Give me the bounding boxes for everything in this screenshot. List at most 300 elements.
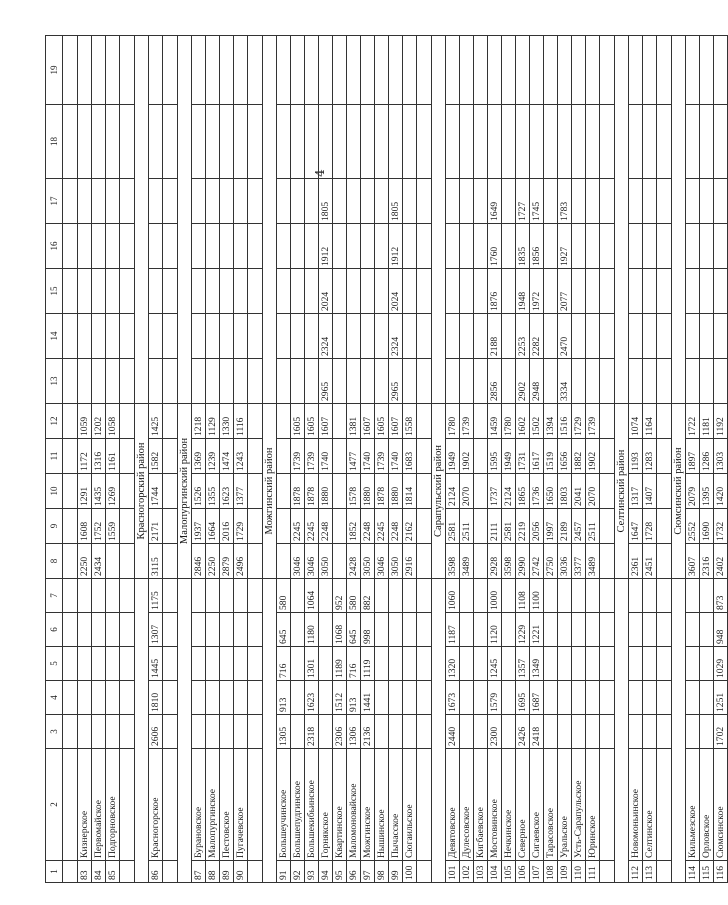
value-cell (78, 36, 92, 105)
value-cell: 2552 (686, 509, 700, 544)
value-cell: 1736 (530, 474, 544, 509)
settlement-name: Новомоньинское (629, 749, 643, 861)
value-cell: 882 (361, 579, 375, 613)
value-cell (375, 224, 389, 269)
value-cell (403, 36, 417, 105)
value-cell: 3598 (502, 544, 516, 579)
value-cell: 1306 (347, 715, 361, 749)
value-cell (686, 105, 700, 179)
value-cell (572, 681, 586, 715)
value-cell (277, 439, 291, 474)
value-cell: 1948 (516, 269, 530, 314)
value-cell (629, 224, 643, 269)
value-cell: 3334 (558, 359, 572, 404)
value-cell: 716 (277, 647, 291, 681)
value-cell (220, 579, 234, 613)
value-cell: 1739 (375, 439, 389, 474)
value-cell (277, 509, 291, 544)
row-number: 108 (544, 861, 558, 883)
table-row (192, 36, 206, 883)
value-cell (686, 314, 700, 359)
district-name: Селтинский район (615, 404, 629, 579)
value-cell (686, 715, 700, 749)
value-cell (403, 579, 417, 613)
settlement-name: Юринское (586, 749, 600, 861)
page-number: 4 (313, 169, 327, 177)
spacer-cell (120, 474, 135, 509)
value-cell (714, 36, 728, 105)
value-cell (474, 579, 488, 613)
spacer-row (163, 36, 178, 883)
table-row (544, 36, 558, 883)
value-cell: 2948 (530, 359, 544, 404)
value-cell (586, 613, 600, 647)
spacer-cell (120, 36, 135, 105)
spacer-cell (120, 269, 135, 314)
value-cell (474, 36, 488, 105)
value-cell (375, 314, 389, 359)
spacer-cell (600, 36, 615, 105)
value-cell: 1617 (530, 439, 544, 474)
value-cell: 1175 (149, 579, 163, 613)
spacer-cell (417, 749, 432, 861)
value-cell: 3046 (305, 544, 319, 579)
value-cell (686, 269, 700, 314)
value-cell (643, 105, 657, 179)
spacer-cell (657, 224, 672, 269)
settlement-name: Нышинское (375, 749, 389, 861)
row-number: 107 (530, 861, 544, 883)
value-cell (149, 105, 163, 179)
value-cell: 1218 (192, 404, 206, 439)
value-cell (78, 647, 92, 681)
value-cell (106, 579, 120, 613)
value-cell (629, 647, 643, 681)
spacer-cell (248, 314, 263, 359)
value-cell: 2916 (403, 544, 417, 579)
table-row (78, 36, 92, 883)
value-cell: 1595 (488, 439, 502, 474)
value-cell (586, 715, 600, 749)
value-cell (686, 179, 700, 224)
value-cell (403, 314, 417, 359)
value-cell (558, 715, 572, 749)
value-cell (629, 613, 643, 647)
column-header: 2 (46, 749, 63, 861)
value-cell (714, 269, 728, 314)
value-cell (333, 404, 347, 439)
value-cell (714, 224, 728, 269)
value-cell (629, 105, 643, 179)
value-cell: 2282 (530, 314, 544, 359)
value-cell (544, 36, 558, 105)
value-cell (277, 474, 291, 509)
column-header: 15 (46, 269, 63, 314)
value-cell (106, 544, 120, 579)
table-row (686, 36, 700, 883)
value-cell: 1729 (572, 404, 586, 439)
value-cell (375, 681, 389, 715)
value-cell (544, 314, 558, 359)
spacer-cell (417, 179, 432, 224)
value-cell (375, 613, 389, 647)
value-cell: 1239 (206, 439, 220, 474)
value-cell: 1937 (192, 509, 206, 544)
table-row (333, 36, 347, 883)
value-cell: 1605 (375, 404, 389, 439)
spacer-cell (657, 404, 672, 439)
row-number: 93 (305, 861, 319, 883)
value-cell (403, 613, 417, 647)
value-cell: 3598 (446, 544, 460, 579)
spacer-cell (63, 314, 78, 359)
value-cell: 948 (714, 613, 728, 647)
district-spacer (432, 36, 446, 404)
spacer-cell (417, 579, 432, 613)
value-cell: 2077 (558, 269, 572, 314)
settlement-name: Сюмсинское (714, 749, 728, 861)
value-cell (206, 715, 220, 749)
spacer-cell (657, 681, 672, 715)
value-cell (700, 36, 714, 105)
value-cell: 1192 (714, 404, 728, 439)
row-number: 88 (206, 861, 220, 883)
value-cell: 2245 (291, 509, 305, 544)
value-cell: 1780 (446, 404, 460, 439)
spacer-cell (600, 861, 615, 883)
value-cell: 716 (347, 647, 361, 681)
row-number: 98 (375, 861, 389, 883)
value-cell (375, 715, 389, 749)
value-cell: 1502 (530, 404, 544, 439)
value-cell (446, 314, 460, 359)
value-cell: 2470 (558, 314, 572, 359)
value-cell: 1286 (700, 439, 714, 474)
value-cell (474, 439, 488, 474)
value-cell (206, 224, 220, 269)
settlement-name: Девятовское (446, 749, 460, 861)
table-row (375, 36, 389, 883)
value-cell: 580 (347, 579, 361, 613)
value-cell (474, 544, 488, 579)
value-cell: 1435 (92, 474, 106, 509)
value-cell: 645 (347, 613, 361, 647)
value-cell: 2418 (530, 715, 544, 749)
spacer-cell (657, 861, 672, 883)
value-cell: 2426 (516, 715, 530, 749)
district-spacer (672, 36, 686, 404)
value-cell: 1605 (291, 404, 305, 439)
value-cell: 1330 (220, 404, 234, 439)
value-cell (78, 613, 92, 647)
spacer-cell (600, 439, 615, 474)
value-cell: 1420 (714, 474, 728, 509)
value-cell: 1739 (460, 404, 474, 439)
spacer-cell (63, 36, 78, 105)
value-cell (544, 359, 558, 404)
value-cell (586, 681, 600, 715)
district-spacer (135, 579, 149, 883)
value-cell (92, 314, 106, 359)
spacer-cell (63, 715, 78, 749)
value-cell (234, 269, 248, 314)
value-cell: 2219 (516, 509, 530, 544)
row-number: 100 (403, 861, 417, 883)
value-cell (277, 224, 291, 269)
spacer-cell (163, 314, 178, 359)
value-cell: 1805 (389, 179, 403, 224)
spacer-cell (120, 749, 135, 861)
value-cell: 1865 (516, 474, 530, 509)
value-cell: 1623 (220, 474, 234, 509)
value-cell (643, 359, 657, 404)
row-number: 106 (516, 861, 530, 883)
spacer-cell (657, 36, 672, 105)
value-cell (389, 613, 403, 647)
value-cell (291, 314, 305, 359)
spacer-cell (163, 509, 178, 544)
spacer-row (248, 36, 263, 883)
value-cell (206, 269, 220, 314)
column-header: 13 (46, 359, 63, 404)
value-cell (488, 105, 502, 179)
value-cell (474, 474, 488, 509)
value-cell (319, 105, 333, 179)
value-cell: 1731 (516, 439, 530, 474)
spacer-cell (63, 647, 78, 681)
value-cell: 2070 (586, 474, 600, 509)
value-cell (206, 179, 220, 224)
spacer-cell (600, 105, 615, 179)
value-cell (474, 359, 488, 404)
value-cell (234, 647, 248, 681)
value-cell (92, 224, 106, 269)
value-cell (375, 105, 389, 179)
value-cell: 1357 (516, 647, 530, 681)
spacer-cell (248, 105, 263, 179)
value-cell (291, 179, 305, 224)
value-cell (92, 579, 106, 613)
value-cell (714, 359, 728, 404)
settlement-name: Кигбаевское (474, 749, 488, 861)
value-cell: 1856 (530, 224, 544, 269)
value-cell (277, 359, 291, 404)
value-cell: 1780 (502, 404, 516, 439)
value-cell: 1377 (234, 474, 248, 509)
value-cell: 3489 (586, 544, 600, 579)
value-cell (92, 179, 106, 224)
value-cell (686, 681, 700, 715)
settlement-name: Уральское (558, 749, 572, 861)
value-cell (192, 36, 206, 105)
value-cell (149, 269, 163, 314)
table-row (474, 36, 488, 883)
value-cell: 1650 (544, 474, 558, 509)
value-cell (291, 269, 305, 314)
spacer-cell (600, 715, 615, 749)
spacer-cell (120, 647, 135, 681)
spacer-cell (248, 474, 263, 509)
value-cell (192, 647, 206, 681)
value-cell: 1407 (643, 474, 657, 509)
value-cell: 1690 (700, 509, 714, 544)
value-cell: 1116 (234, 404, 248, 439)
value-cell (106, 105, 120, 179)
value-cell: 1202 (92, 404, 106, 439)
value-cell: 2856 (488, 359, 502, 404)
settlement-name: Большекибьинское (305, 749, 319, 861)
value-cell (502, 224, 516, 269)
settlement-name: Квартинское (333, 749, 347, 861)
table-row (220, 36, 234, 883)
spacer-cell (248, 509, 263, 544)
value-cell (347, 179, 361, 224)
value-cell: 1172 (78, 439, 92, 474)
value-cell: 2162 (403, 509, 417, 544)
spacer-cell (248, 404, 263, 439)
value-cell: 2434 (92, 544, 106, 579)
value-cell: 1997 (544, 509, 558, 544)
spacer-cell (163, 715, 178, 749)
value-cell: 2902 (516, 359, 530, 404)
value-cell (643, 224, 657, 269)
value-cell: 2124 (502, 474, 516, 509)
value-cell: 1728 (643, 509, 657, 544)
value-cell: 1579 (488, 681, 502, 715)
value-cell (700, 314, 714, 359)
district-spacer (178, 579, 192, 883)
spacer-cell (248, 179, 263, 224)
value-cell (629, 36, 643, 105)
value-cell (291, 715, 305, 749)
value-cell (277, 404, 291, 439)
value-cell: 1897 (686, 439, 700, 474)
table-row (149, 36, 163, 883)
value-cell: 1673 (446, 681, 460, 715)
value-cell: 1349 (530, 647, 544, 681)
value-cell (544, 681, 558, 715)
value-cell (291, 36, 305, 105)
table-row (700, 36, 714, 883)
value-cell: 1193 (629, 439, 643, 474)
value-cell: 2496 (234, 544, 248, 579)
value-cell (234, 579, 248, 613)
value-cell (502, 36, 516, 105)
value-cell (92, 681, 106, 715)
value-cell (502, 715, 516, 749)
value-cell: 1740 (389, 439, 403, 474)
spacer-cell (163, 613, 178, 647)
settlement-name: Кильмезское (686, 749, 700, 861)
table-row (403, 36, 417, 883)
spacer-cell (163, 861, 178, 883)
value-cell: 2440 (446, 715, 460, 749)
spacer-cell (248, 544, 263, 579)
column-header: 17 (46, 179, 63, 224)
value-cell: 1739 (305, 439, 319, 474)
value-cell (92, 647, 106, 681)
value-cell (460, 613, 474, 647)
value-cell: 2248 (319, 509, 333, 544)
spacer-cell (248, 359, 263, 404)
value-cell (572, 715, 586, 749)
value-cell (192, 179, 206, 224)
value-cell (544, 579, 558, 613)
row-number: 116 (714, 861, 728, 883)
value-cell (403, 647, 417, 681)
value-cell (389, 36, 403, 105)
spacer-cell (417, 681, 432, 715)
value-cell: 1161 (106, 439, 120, 474)
value-cell: 1783 (558, 179, 572, 224)
value-cell (78, 314, 92, 359)
spacer-cell (600, 359, 615, 404)
table-row (106, 36, 120, 883)
district-name: Сюмсинский район (672, 404, 686, 579)
value-cell (446, 224, 460, 269)
value-cell (643, 314, 657, 359)
value-cell: 2511 (460, 509, 474, 544)
value-cell (629, 715, 643, 749)
value-cell (474, 715, 488, 749)
value-cell: 1068 (333, 613, 347, 647)
value-cell (643, 36, 657, 105)
value-cell (460, 314, 474, 359)
district-name: Красногорский район (135, 404, 149, 579)
value-cell: 2928 (488, 544, 502, 579)
value-cell: 1369 (192, 439, 206, 474)
value-cell (700, 647, 714, 681)
value-cell (106, 647, 120, 681)
value-cell: 1189 (333, 647, 347, 681)
value-cell (389, 647, 403, 681)
table-row (530, 36, 544, 883)
value-cell (389, 715, 403, 749)
value-cell (629, 681, 643, 715)
spacer-cell (120, 314, 135, 359)
value-cell: 2879 (220, 544, 234, 579)
value-cell: 1516 (558, 404, 572, 439)
value-cell (347, 269, 361, 314)
value-cell (106, 224, 120, 269)
value-cell: 2457 (572, 509, 586, 544)
value-cell: 1283 (643, 439, 657, 474)
settlement-name: Усть-Сарапульское (572, 749, 586, 861)
value-cell (403, 179, 417, 224)
value-cell: 1880 (319, 474, 333, 509)
value-cell (92, 269, 106, 314)
settlement-name: Бурановское (192, 749, 206, 861)
value-cell (643, 715, 657, 749)
column-header: 6 (46, 613, 63, 647)
value-cell: 1647 (629, 509, 643, 544)
value-cell (572, 36, 586, 105)
value-cell: 1164 (643, 404, 657, 439)
value-cell: 1526 (192, 474, 206, 509)
value-cell (277, 179, 291, 224)
row-number: 92 (291, 861, 305, 883)
row-number: 110 (572, 861, 586, 883)
spacer-cell (120, 681, 135, 715)
value-cell: 1902 (586, 439, 600, 474)
column-header: 3 (46, 715, 63, 749)
district-spacer (615, 579, 629, 883)
value-cell (544, 647, 558, 681)
value-cell (586, 224, 600, 269)
value-cell (149, 36, 163, 105)
spacer-cell (657, 439, 672, 474)
spacer-cell (657, 105, 672, 179)
